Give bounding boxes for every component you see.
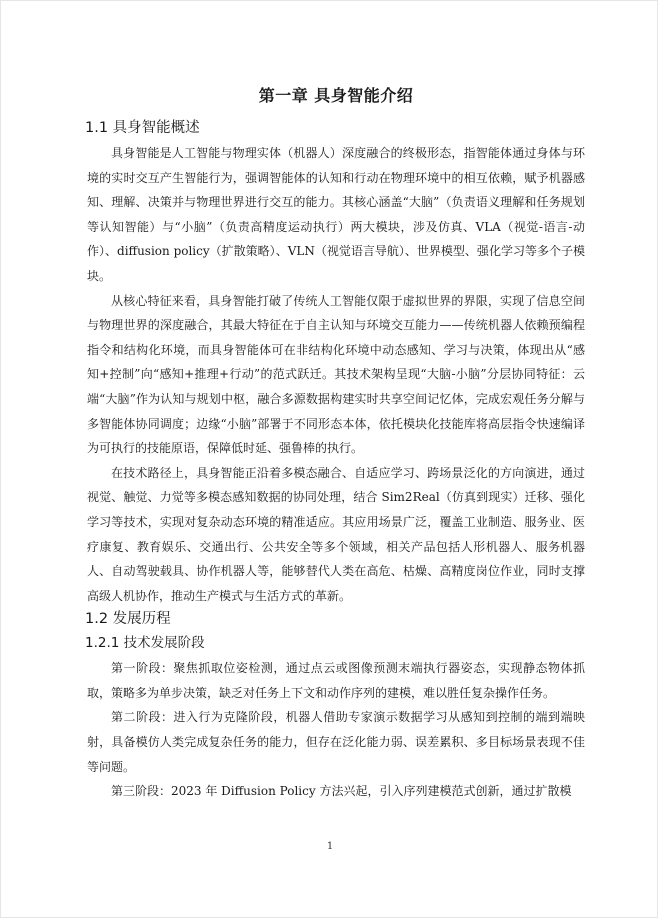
paragraph: 具身智能是人工智能与物理实体（机器人）深度融合的终极形态，指智能体通过身体与环境的实时交互产生智能行为，强调智能体的认知和行动在物理环境中的相互依赖，赋予机器感知、理解、决策并与物理世界进行交互的能力。其核心涵盖“大脑”（负责语义理解和任务规划等认知智能）与“小脑”（负责高精度运动执行）两大模块，涉及仿真、VLA（视觉-语言-动作）、diffusion policy（扩散策略）、VLN（视觉语言导航）、世界模型、强化学习等多个子模块。 <box>87 146 585 283</box>
page-number: 1 <box>326 841 334 852</box>
section-heading-1-1: 1.1 具身智能概述 <box>85 120 200 136</box>
paragraph: 从核心特征来看，具身智能打破了传统人工智能仅限于虚拟世界的界限，实现了信息空间与物理世界的深度融合，其最大特征在于自主认知与环境交互能力——传统机器人依赖预编程指令和结构化环境，而具身智能体可在非结构化环境中动态感知、学习与决策，体现出从“感知+控制”向“感知+推理+行动”的范式跃迁。其技术架构呈现“大脑-小脑”分层协同特征：云端“大脑”作为认知与规划中枢，融合多源数据构建实时共享空间记忆体，完成宏观任务分解与多智能体协同调度；边缘“小脑”部署于不同形态本体，依托模块化技能库将高层指令快速编译为可执行的技能原语，保障低时延、强鲁棒的执行。 <box>87 293 585 456</box>
paragraph: 在技术路径上，具身智能正沿着多模态融合、自适应学习、跨场景泛化的方向演进，通过视觉、触觉、力觉等多模态感知数据的协同处理，结合 Sim2Real（仿真到现实）迁移、强化学习等技术，实现对复杂动态环境的精准适应。其应用场景广泛，覆盖工业制造、服务业、医疗康复、教育娱乐、交通出行、公共安全等多个领域，相关产品包括人形机器人、服务机器人、自动驾驶载具、协作机器人等，能够替代人类在高危、枯燥、高精度岗位作业，同时支撑高级人机协作，推动生产模式与生活方式的革新。 <box>87 465 585 603</box>
paragraph: 第一阶段：聚焦抓取位姿检测，通过点云或图像预测末端执行器姿态，实现静态物体抓取，策略多为单步决策，缺乏对任务上下文和动作序列的建模，难以胜任复杂操作任务。 <box>87 661 585 700</box>
section-heading-1-2: 1.2 发展历程 <box>85 611 171 628</box>
subsection-heading-1-2-1: 1.2.1 技术发展阶段 <box>85 635 205 652</box>
page-content <box>87 85 585 804</box>
paragraph: 第二阶段：进入行为克隆阶段，机器人借助专家演示数据学习从感知到控制的端到端映射，具备模仿人类完成复杂任务的能力，但存在泛化能力弱、误差累积、多目标场景表现不佳等问题。 <box>87 710 585 774</box>
chapter-title: 第一章 具身智能介绍 <box>258 86 414 105</box>
paragraph: 第三阶段：2023 年 Diffusion Policy 方法兴起，引入序列建模范式创新，通过扩散模 <box>111 784 572 799</box>
